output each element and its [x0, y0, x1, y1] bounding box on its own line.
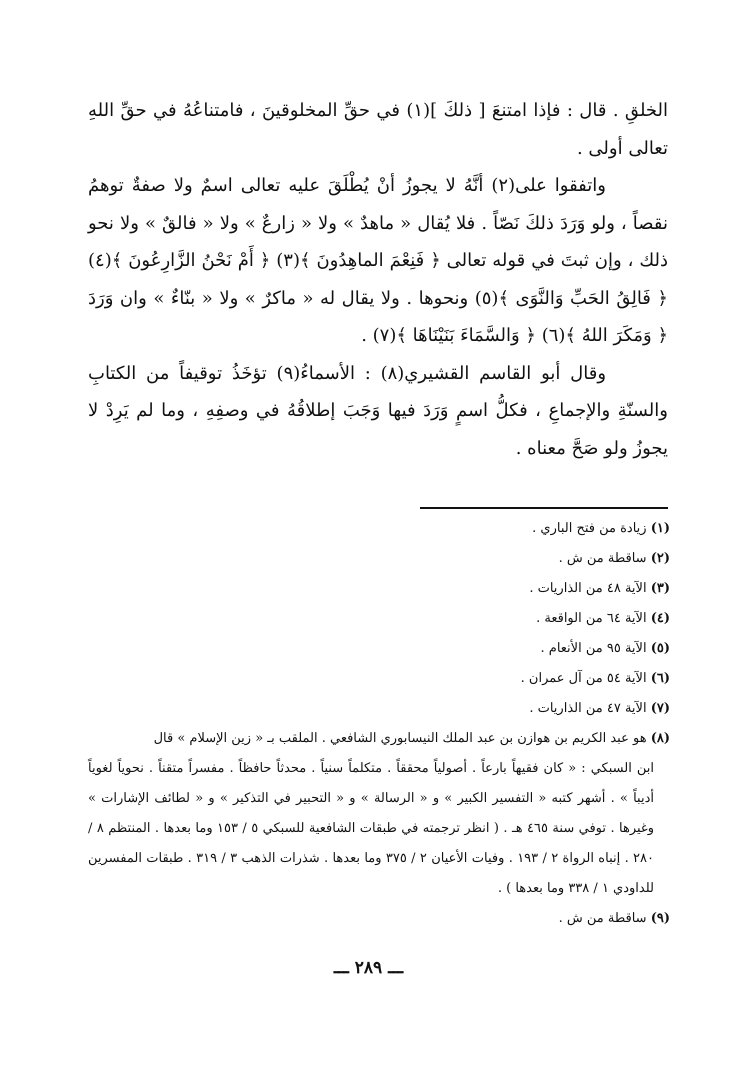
footnote-1 [88, 514, 670, 544]
footnote-text: ساقطة من ش . [558, 911, 647, 926]
footnote-6 [88, 664, 670, 694]
footnote-number: (٣) [650, 581, 670, 596]
footnote-text: ساقطة من ش . [558, 551, 647, 566]
footnote-number: (٤) [650, 611, 670, 626]
paragraph-3: وقال أبو القاسم القشيري(٨) : الأسماءُ(٩) تؤخَذُ توقيفاً من الكتابِ والسنّةِ والإجماعِ ، فكلُّ اسمٍ وَرَدَ فيها وَجَبَ إطلاقُهُ في وصفِهِ ، وما لم يَرِدْ لا يجوزُ ولو صَحَّ معناه . [88, 362, 668, 459]
footnote-number: (٨) [650, 731, 670, 746]
footnote-2 [88, 544, 670, 574]
footnote-7 [88, 694, 670, 724]
footnote-separator [420, 507, 668, 509]
footnote-9 [88, 904, 670, 934]
footnote-text: الآية ٩٥ من الأنعام . [540, 641, 647, 656]
footnote-5 [88, 634, 670, 664]
footnote-number: (٦) [650, 671, 670, 686]
footnote-text: الآية ٦٤ من الواقعة . [536, 611, 647, 626]
footnote-number: (٥) [650, 641, 670, 656]
main-text [88, 92, 668, 467]
footnote-4 [88, 604, 670, 634]
footnote-number: (٧) [650, 701, 670, 716]
page-number: ـــ ٢٨٩ ـــ [333, 958, 404, 978]
footnote-number: (٢) [650, 551, 670, 566]
paragraph-1: الخلقِ . قال : فإذا امتنعَ [ ذلكَ ](١) في حقِّ المخلوقينَ ، فامتناعُهُ في حقِّ اللهِ تعالى أولى . [88, 100, 669, 159]
footnote-number: (١) [650, 521, 670, 536]
footnotes [88, 514, 670, 934]
footnote-number: (٩) [650, 911, 670, 926]
footnote-text-first-line: هو عبد الكريم بن هوازن بن عبد الملك النيسابوري الشافعي . الملقب بـ « زين الإسلام » قال [153, 731, 647, 746]
footnote-text: زيادة من فتح الباري . [532, 521, 647, 536]
footnote-8 [88, 724, 670, 904]
footnote-text-continuation: ابن السبكي : « كان فقيهاً بارعاً . أصولياً محققاً . متكلماً سنياً . محدثاً حافظاً . مفسراً متقناً . نحوياً لغوياً أديباً » . أشهر كتبه « التفسير الكبير » و « الرسالة » و « التحبير في التذكير » و « لطائف الإشارات » وغيرها . توفي سنة ٤٦٥ هـ . ( انظر ترجمته في طبقات الشافعية للسبكي ٥ / ١٥٣ وما بعدها . المنتظم ٨ / ٢٨٠ . إنباه الرواة ٢ / ١٩٣ . وفيات الأعيان ٢ / ٣٧٥ وما بعدها . شذرات الذهب ٣ / ٣١٩ . طبقات المفسرين للداودي ١ / ٣٣٨ وما بعدها ) . [88, 761, 654, 896]
paragraph-2: واتفقوا على(٢) أنَّهُ لا يجوزُ أنْ يُطْلَقَ عليه تعالى اسمٌ ولا صفةٌ توهمُ نقصاً ، ولو وَرَدَ ذلكَ نَصّاً . فلا يُقال « ماهدٌ » ولا « زارعٌ » ولا « فالقٌ » ولا نحو ذلك ، وإن ثبتَ في قوله تعالى ﴿ فَنِعْمَ الماهِدُونَ ﴾(٣) ﴿ أَمْ نَحْنُ الزَّارِعُونَ ﴾(٤) ﴿ فَالِقُ الحَبِّ وَالنَّوَى ﴾(٥) ونحوها . ولا يقال له « ماكرٌ » ولا « بنّاءٌ » وان وَرَدَ ﴿ وَمَكَرَ اللهُ ﴾(٦) ﴿ وَالسَّمَاءَ بَنَيْنَاهَا ﴾(٧) . [88, 175, 668, 346]
footnote-text: الآية ٤٧ من الذاريات . [529, 701, 647, 716]
footnote-text: الآية ٤٨ من الذاريات . [529, 581, 647, 596]
footnote-3 [88, 574, 670, 604]
footnote-text: الآية ٥٤ من آل عمران . [520, 671, 647, 686]
